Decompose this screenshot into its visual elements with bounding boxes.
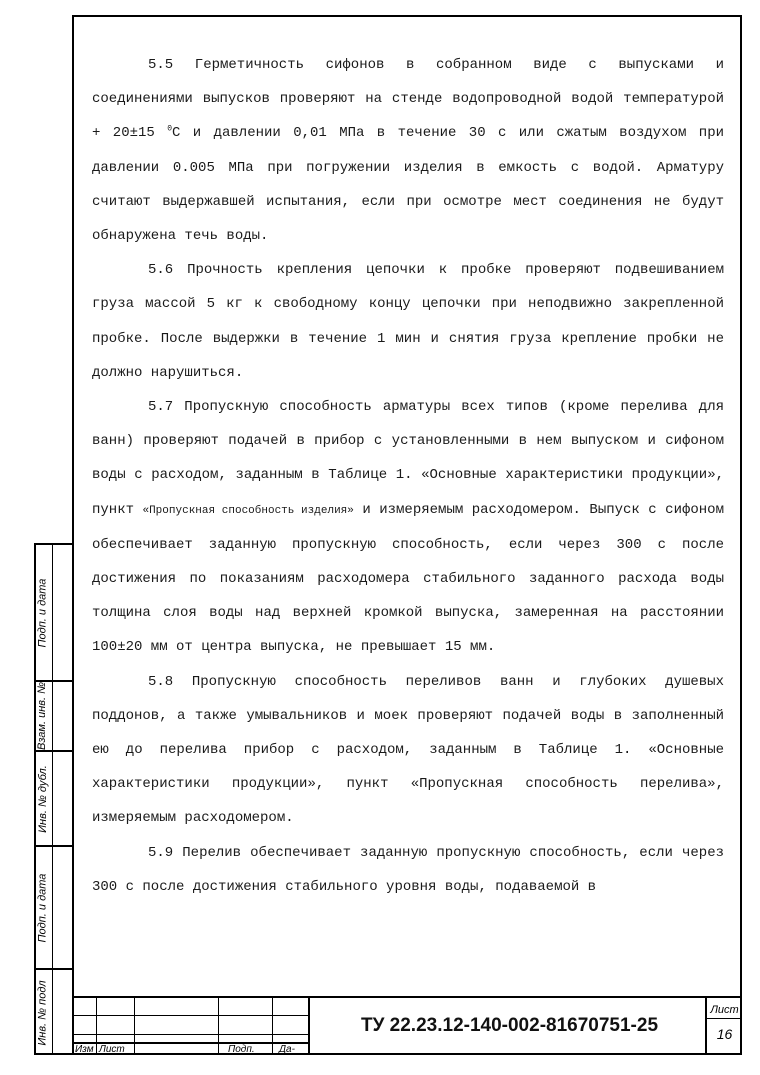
paragraph-5-5: 5.5 Герметичность сифонов в собранном виде с выпусками и соединениями выпусков проверяют на стенде водопроводной водой температурой + 20±15 $^0$С и давлении 0,01 МПа в течение 30 с или сжатым воздухом при давлении 0.005 МПа при погружении изделия в емкость с водой. Арматуру считают выдержавшей испытания, если при осмотре мест соединения не будут обнаружена течь воды.: [92, 57, 724, 245]
label-data: Да-: [279, 1044, 295, 1055]
sheet-label: Лист: [710, 1004, 739, 1016]
superscript-degree: 0: [167, 124, 173, 134]
side-label-vzam-inv: Взам. инв. №: [36, 681, 49, 751]
document-code: ТУ 22.23.12-140-002-81670751-25: [360, 1015, 659, 1036]
side-label-inv-podl: Инв. № подл: [36, 979, 49, 1046]
document-body: [92, 48, 724, 904]
paragraph-5-7: 5.7 Пропускную способность арматуры всех типов (кроме перелива для ванн) проверяют подачей в прибор с установленными в нем выпуском и сифоном воды с расходом, заданным в Таблице 1. «Основные характеристики продукции», пункт «Пропускная способность изделия» и измеряемым расходомером. Выпуск с сифоном обеспечивает заданную пропускную способность, если через 300 с после достижения по показаниям расходомера стабильного заданного расхода воды толщина слоя воды над верхней кромкой выпуска, замеренная на расстоянии 100±20 мм от центра выпуска, не превышает 15 мм.: [92, 399, 724, 656]
side-label-inv-dubl: Инв. № дубл.: [36, 764, 49, 833]
paragraph-5-8: 5.8 Пропускную способность переливов ванн и глубоких душевых поддонов, а также умывальников и моек проверяют подачей воды в заполненный ею до перелива прибор с расходом, заданным в Таблице 1. «Основные характеристики продукции», пункт «Пропускная способность перелива», измеряемым расходомером.: [92, 673, 724, 827]
side-label-podp-data-1: Подп. и дата: [36, 578, 49, 647]
paragraph-5-9: 5.9 Перелив обеспечивает заданную пропускную способность, если через 300 с после достижения стабильного уровня воды, подаваемой в: [92, 844, 724, 895]
paragraph-5-6: 5.6 Прочность крепления цепочки к пробке проверяют подвешиванием груза массой 5 кг к свободному концу цепочки при неподвижно закрепленной пробке. После выдержки в течение 1 мин и снятия груза крепление пробки не должно нарушиться.: [92, 262, 724, 381]
sheet-number: 16: [716, 1026, 733, 1042]
title-block: [72, 996, 742, 1055]
side-label-podp-data-2: Подп. и дата: [36, 873, 49, 942]
small-quote: «Пропускная способность изделия»: [142, 504, 354, 517]
label-podp: Подп.: [228, 1044, 255, 1055]
label-izm: Изм: [75, 1044, 94, 1055]
label-list: Лист: [99, 1044, 125, 1055]
